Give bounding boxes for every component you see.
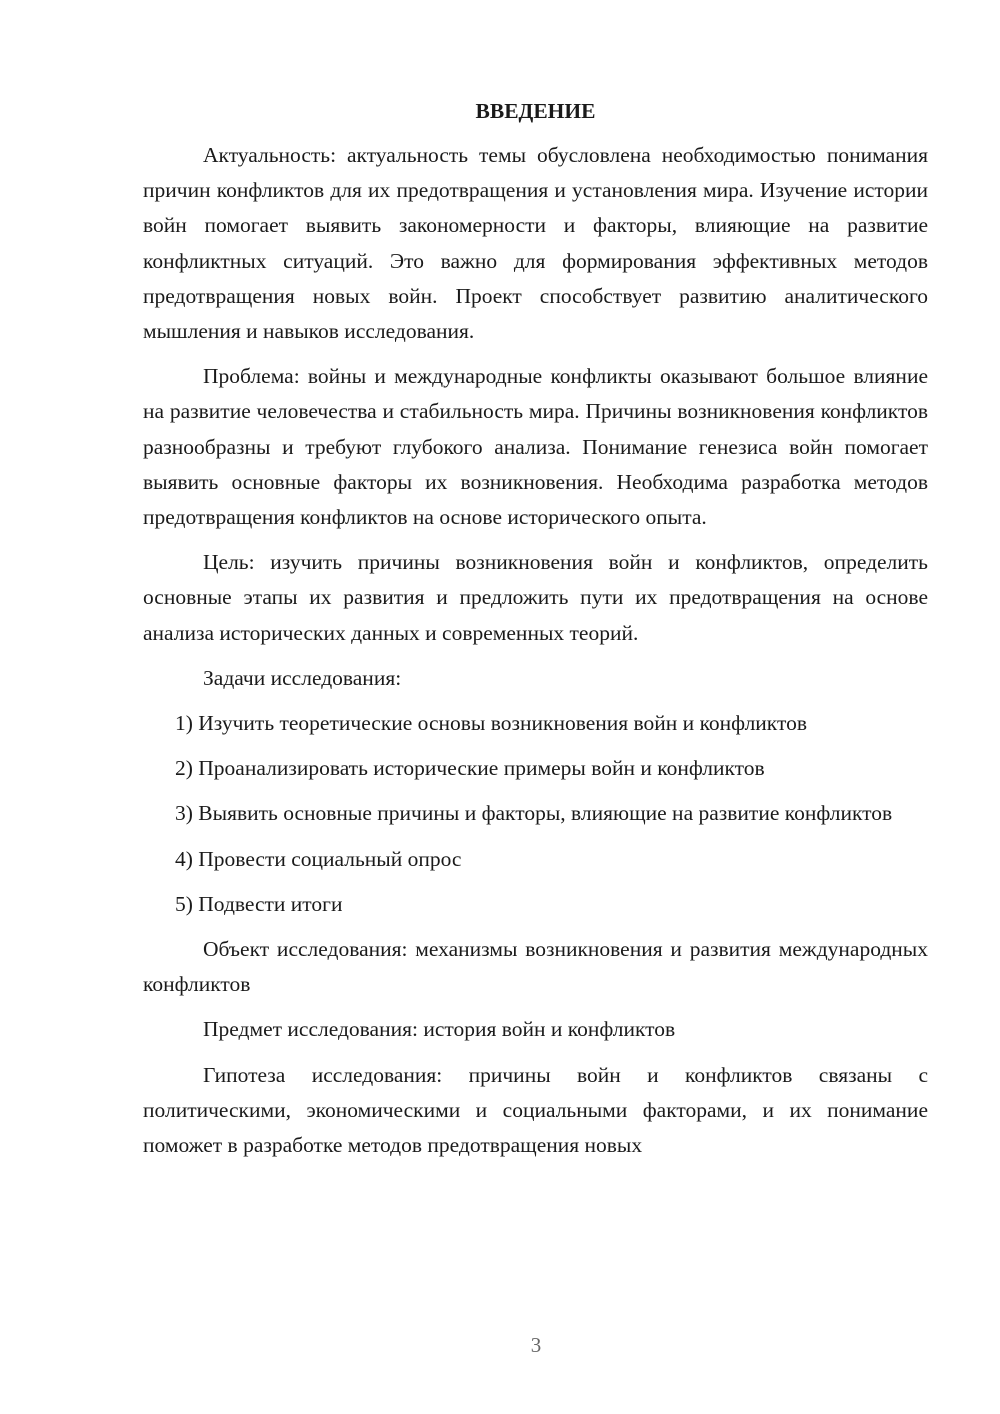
task-item-1: 1) Изучить теоретические основы возникновения войн и конфликтов	[175, 711, 807, 736]
tasks-heading: Задачи исследования:	[203, 665, 402, 690]
section-title: ВВЕДЕНИЕ	[475, 99, 596, 123]
paragraph-object: Объект исследования: механизмы возникновения и развития международных конфликтов	[143, 937, 928, 997]
document-page	[143, 94, 928, 1163]
task-item-2: 2) Проанализировать исторические примеры войн и конфликтов	[175, 756, 765, 781]
paragraph-subject: Предмет исследования: история войн и конфликтов	[203, 1017, 676, 1042]
page-number: 3	[530, 1333, 542, 1357]
paragraph-problem: Проблема: войны и международные конфликты оказывают большое влияние на развитие человечества и стабильность мира. Причины возникновения конфликтов разнообразны и требуют глубокого анализа. Понимание генезиса войн помогает выявить основные факторы их возникновения. Необходима разработка методов предотвращения конфликтов на основе исторического опыта.	[143, 364, 928, 530]
task-item-4: 4) Провести социальный опрос	[175, 846, 462, 871]
task-item-3: 3) Выявить основные причины и факторы, влияющие на развитие конфликтов	[175, 801, 893, 826]
paragraph-relevance: Актуальность: актуальность темы обусловлена необходимостью понимания причин конфликтов для их предотвращения и установления мира. Изучение истории войн помогает выявить закономерности и факторы, влияющие на развитие конфликтных ситуаций. Это важно для формирования эффективных методов предотвращения новых войн. Проект способствует развитию аналитического мышления и навыков исследования.	[143, 143, 928, 344]
paragraph-hypothesis: Гипотеза исследования: причины войн и конфликтов связаны с политическими, экономическими и социальными факторами, и их понимание поможет в разработке методов предотвращения новых	[143, 1062, 928, 1158]
paragraph-goal: Цель: изучить причины возникновения войн и конфликтов, определить основные этапы их развития и предложить пути их предотвращения на основе анализа исторических данных и современных теорий.	[143, 550, 928, 645]
task-item-5: 5) Подвести итоги	[175, 891, 343, 916]
